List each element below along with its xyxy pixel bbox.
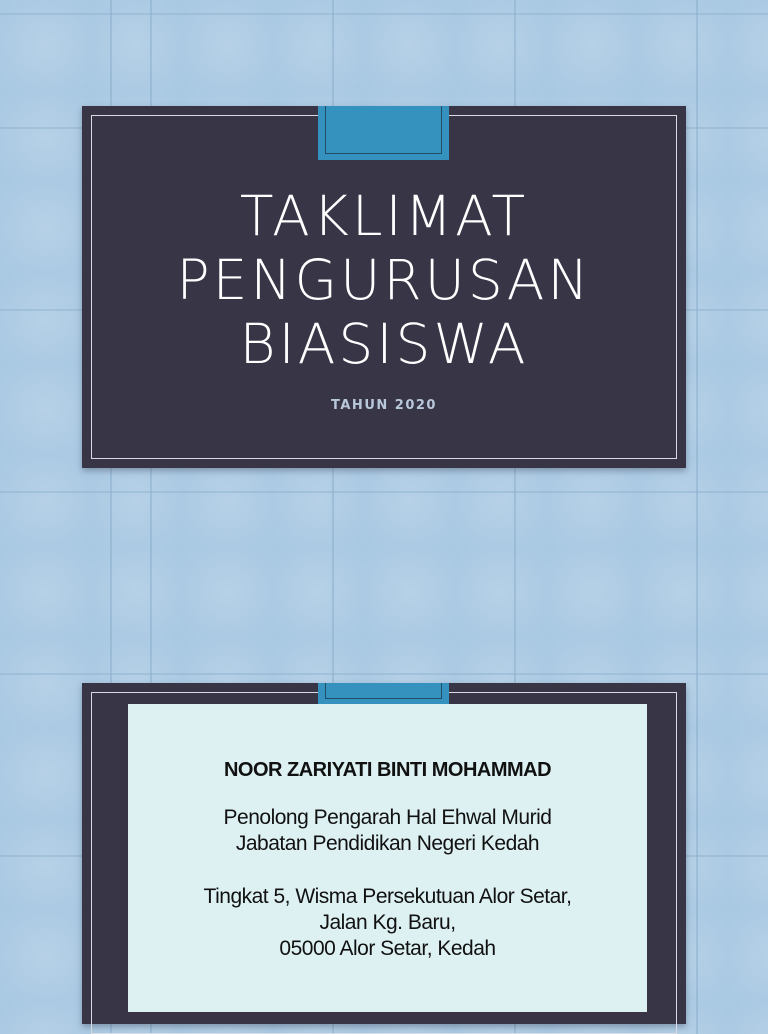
address-line-1: Tingkat 5, Wisma Persekutuan Alor Setar,	[203, 885, 572, 908]
title-line-2: PENGURUSAN	[176, 248, 592, 312]
slide-accent-tab-inner	[325, 683, 442, 699]
address-line-3: 05000 Alor Setar, Kedah	[279, 937, 496, 960]
slide-subtitle: TAHUN 2020	[331, 398, 437, 413]
contact-card	[128, 704, 647, 1012]
contact-address	[128, 884, 647, 962]
title-slide	[82, 106, 686, 468]
contact-role	[128, 805, 647, 857]
address-line-2: Jalan Kg. Baru,	[319, 911, 456, 934]
title-line-1: TAKLIMAT	[239, 184, 529, 248]
title-line-3: BIASISWA	[239, 312, 529, 376]
slide-accent-tab	[318, 106, 449, 160]
role-line-2: Jabatan Pendidikan Negeri Kedah	[235, 832, 540, 855]
role-line-1: Penolong Pengarah Hal Ehwal Murid	[223, 806, 552, 829]
slide-accent-tab-inner	[325, 106, 442, 154]
slide-accent-tab	[318, 683, 449, 705]
contact-slide	[82, 683, 686, 1024]
contact-name: NOOR ZARIYATI BINTI MOHAMMAD	[223, 759, 552, 781]
slide-title	[82, 184, 686, 376]
